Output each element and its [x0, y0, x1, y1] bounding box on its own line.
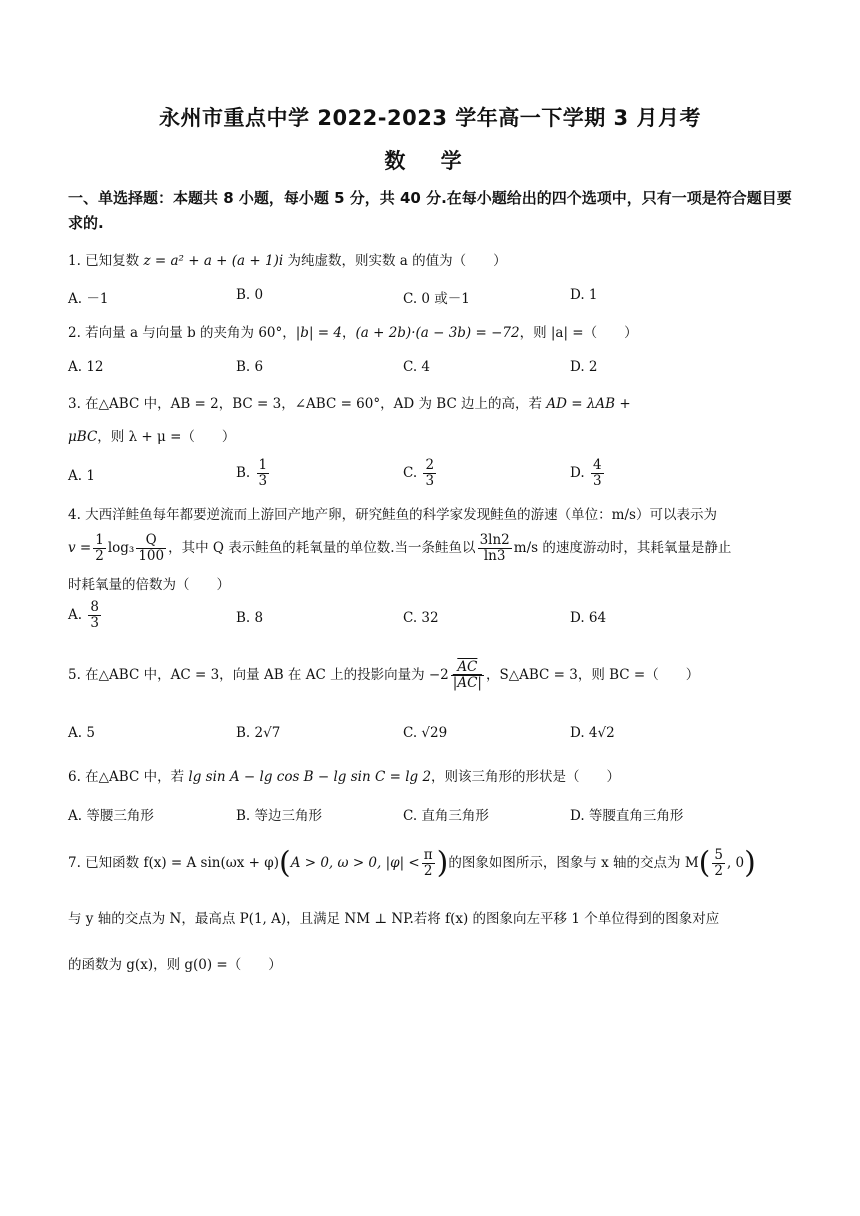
q6-options — [68, 804, 796, 828]
q4-line2-a: ，其中 Q 表示鲑鱼的耗氧量的单位数.当一条鲑鱼以 — [168, 540, 476, 556]
q6-expr: lg sin A − lg cos B − lg sin C = lg 2 — [188, 769, 432, 785]
q5-option-c[interactable]: C. √29 — [403, 725, 448, 741]
q1-text-b: 为纯虚数，则实数 a 的值为（ ） — [283, 253, 507, 269]
question-4-line-3: 时耗氧量的倍数为（ ） — [68, 577, 230, 593]
q5-projection-fraction — [451, 660, 484, 691]
q2-options — [68, 359, 796, 383]
question-4-line-1: 4. 大西洋鲑鱼每年都要逆流而上游回产地产卵，研究鲑鱼的科学家发现鲑鱼的游速（单位：m/s）可以表示为 — [68, 507, 717, 523]
q7-text-a: 7. 已知函数 f(x) = A sin(ωx + φ) — [68, 855, 279, 871]
q5-text-a: 5. 在△ABC 中，AC = 3，向量 AB 在 AC 上的投影向量为 −2 — [68, 667, 449, 683]
q7-m-open-paren: ( — [698, 845, 711, 881]
q3-text-b: ，则 λ + μ =（ ） — [97, 429, 236, 445]
question-5 — [68, 652, 796, 698]
q2-option-d[interactable]: D. 2 — [570, 359, 598, 375]
q4-half-num: 1 — [95, 532, 104, 549]
q1-option-c[interactable]: C. 0 或－1 — [403, 291, 470, 307]
q2-option-b[interactable]: B. 6 — [236, 359, 264, 375]
q5-option-d[interactable]: D. 4√2 — [570, 725, 615, 741]
q5-option-b[interactable]: B. 2√7 — [236, 725, 281, 741]
q3-option-c-label: C. — [403, 464, 418, 481]
q4-option-a-label: A. — [68, 606, 83, 623]
q5-text-b: ，S△ABC = 3，则 BC =（ ） — [485, 667, 700, 683]
q3-c-num: 2 — [425, 457, 435, 473]
q3-option-d[interactable] — [570, 458, 606, 489]
q2-sep: ， — [341, 325, 356, 341]
q6-option-c[interactable]: C. 直角三角形 — [403, 808, 489, 824]
q6-option-b[interactable]: B. 等边三角形 — [236, 808, 323, 824]
q3-option-b-fraction — [257, 458, 270, 489]
q4-q-num: Q — [136, 533, 166, 549]
q4-options — [68, 600, 796, 640]
question-4-line-2 — [68, 528, 796, 568]
q4-half — [93, 533, 106, 564]
q3-option-d-fraction — [591, 458, 604, 489]
q7-m-fraction — [712, 848, 725, 879]
q2-expr2: (a + 2b)·(a − 3b) = −72 — [355, 325, 520, 341]
q1-text-a: 1. 已知复数 — [68, 253, 144, 269]
q4-a-num: 8 — [90, 599, 99, 615]
q7-pi-half — [422, 848, 435, 879]
q3-c-den: 3 — [425, 472, 435, 489]
q4-q-den: 100 — [138, 548, 165, 564]
q7-open-paren: ( — [278, 845, 291, 881]
q7-m-num: 5 — [714, 847, 723, 864]
q4-speed-den: ln3 — [483, 548, 506, 564]
exam-title: 永州市重点中学 2022-2023 学年高一下学期 3 月月考 — [159, 106, 701, 130]
q7-pi-den: 2 — [423, 863, 433, 879]
q4-option-a[interactable] — [68, 600, 103, 631]
q2-text-a: 2. 若向量 a 与向量 b 的夹角为 60°， — [68, 325, 296, 341]
q7-pi-num: π — [423, 847, 433, 864]
q1-option-d[interactable]: D. 1 — [570, 287, 598, 303]
q3-option-b[interactable] — [236, 458, 271, 489]
q3-option-d-label: D. — [570, 464, 585, 481]
q3-option-a[interactable]: A. 1 — [68, 468, 95, 484]
q4-log: log₃ — [107, 540, 135, 556]
q5-options — [68, 725, 796, 749]
question-7-line-1 — [68, 840, 796, 886]
q5-option-a[interactable]: A. 5 — [68, 725, 95, 741]
subject-title: 数 学 — [384, 149, 476, 173]
question-2 — [68, 322, 796, 344]
q7-m-den: 2 — [714, 863, 723, 879]
q3-option-c[interactable] — [403, 458, 438, 489]
q3-expr: AD = λAB + μBC — [68, 396, 631, 445]
q7-text-b: 的图象如图所示，图象与 x 轴的交点为 M — [448, 855, 699, 871]
q5-proj-den: |AC| — [452, 675, 482, 691]
q4-line2-b: m/s 的速度游动时，其耗氧量是静止 — [513, 540, 732, 556]
q4-option-a-fraction — [88, 600, 101, 631]
q7-m-tail: , 0 — [726, 855, 745, 871]
q6-option-d[interactable]: D. 等腰直角三角形 — [570, 808, 684, 824]
q3-b-num: 1 — [258, 457, 268, 473]
q4-q-over — [136, 533, 166, 564]
q4-half-den: 2 — [95, 548, 104, 564]
question-1 — [68, 250, 796, 272]
q3-d-den: 3 — [592, 472, 602, 489]
q3-option-c-fraction — [423, 458, 436, 489]
question-6 — [68, 766, 796, 788]
q2-expr1: |b| = 4 — [295, 325, 342, 341]
q4-speed — [478, 533, 512, 564]
q5-proj-num: $\overline{AC}$ — [451, 660, 484, 676]
q3-option-b-label: B. — [236, 464, 251, 481]
q6-text-a: 6. 在△ABC 中，若 — [68, 769, 189, 785]
q4-option-d[interactable]: D. 64 — [570, 610, 607, 626]
q4-option-b[interactable]: B. 8 — [236, 610, 264, 626]
q1-options — [68, 287, 796, 311]
q2-text-b: ，则 |a| =（ ） — [519, 325, 638, 341]
q1-expr: z = a² + a + (a + 1)i — [143, 253, 284, 269]
question-3 — [68, 388, 796, 454]
question-7-line-3: 的函数为 g(x)，则 g(0) =（ ） — [68, 957, 282, 973]
q7-m-close-paren: ) — [744, 845, 756, 881]
q2-option-c[interactable]: C. 4 — [403, 359, 431, 375]
q3-b-den: 3 — [258, 472, 268, 489]
question-7-line-2: 与 y 轴的交点为 N，最高点 P(1, A)，且满足 NM ⊥ NP.若将 f(x) 的图象向左平移 1 个单位得到的图象对应 — [68, 911, 720, 927]
q3-d-num: 4 — [592, 457, 602, 473]
q7-cond: A > 0, ω > 0, |φ| < — [290, 855, 420, 871]
q3-options — [68, 458, 796, 498]
q7-close-paren: ) — [436, 845, 449, 881]
q4-a-den: 3 — [90, 614, 99, 631]
section-heading: 一、单选择题：本题共 8 小题，每小题 5 分，共 40 分.在每小题给出的四个选项中，只有一项是符合题目要求的. — [68, 189, 792, 232]
q2-option-a[interactable]: A. 12 — [68, 359, 104, 375]
q4-option-c[interactable]: C. 32 — [403, 610, 439, 626]
q4-speed-num: 3ln2 — [479, 532, 510, 549]
q4-v-eq: v = — [68, 540, 92, 556]
q3-text-a: 3. 在△ABC 中，AB = 2，BC = 3，∠ABC = 60°，AD 为 BC 边上的高，若 — [68, 396, 547, 412]
q1-option-b[interactable]: B. 0 — [236, 287, 264, 303]
q6-option-a[interactable]: A. 等腰三角形 — [68, 808, 154, 824]
q6-text-b: ，则该三角形的形状是（ ） — [431, 769, 621, 785]
q1-option-a[interactable]: A. －1 — [68, 291, 109, 307]
